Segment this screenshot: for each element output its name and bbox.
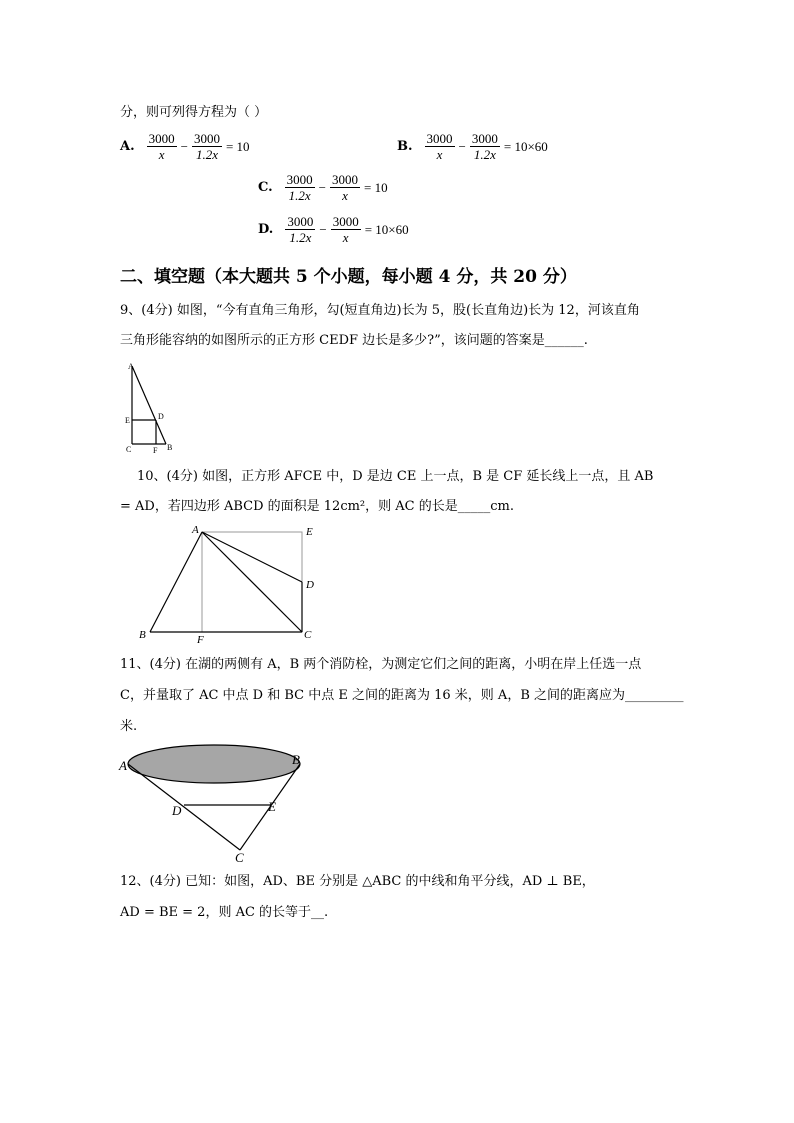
label-e: E xyxy=(125,416,130,425)
fraction: $\frac{3000}{x}$ xyxy=(426,131,453,162)
label-b: B xyxy=(139,629,146,641)
fraction: $\frac{3000}{1.2x}$ xyxy=(287,214,314,245)
fraction: $\frac{3000}{x}$ xyxy=(148,131,175,162)
q9-figure xyxy=(122,360,182,456)
rhs: = 10×60 xyxy=(364,221,409,237)
q10-line2: = AD，若四边形 ABCD 的面积是 12cm²，则 AC 的长是_____cm. xyxy=(120,499,514,514)
label-f: F xyxy=(153,446,158,455)
option-c xyxy=(258,172,390,203)
q8-text: 分，则可列得方程为（ ） xyxy=(120,105,268,120)
minus-sign: − xyxy=(318,179,326,195)
option-d-label: D. xyxy=(258,222,274,237)
q11-line1: 11、(4分) 在湖的两侧有 A，B 两个消防栓，为测定它们之间的距离，小明在岸上任选一点 xyxy=(120,657,642,672)
fraction: $\frac{3000}{x}$ xyxy=(332,214,359,245)
q11-figure xyxy=(116,744,316,866)
label-a: A xyxy=(119,758,127,773)
line-ac xyxy=(202,532,302,632)
section-heading: 二、填空题（本大题共 5 个小题，每小题 4 分，共 20 分） xyxy=(120,267,577,287)
q9-line1: 9、(4分) 如图，“今有直角三角形，勾(短直角边)长为 5，股(长直角边)长为 12，河该直角 xyxy=(120,303,640,318)
fraction: $\frac{3000}{1.2x}$ xyxy=(286,172,313,203)
label-d: D xyxy=(172,803,182,818)
label-e: E xyxy=(306,526,313,538)
q11-line2: C，并量取了 AC 中点 D 和 BC 中点 E 之间的距离为 16 米，则 A，B 之间的距离应为_________ xyxy=(120,688,684,703)
label-b: B xyxy=(167,443,173,452)
rhs: = 10 xyxy=(225,138,250,154)
fraction: $\frac{3000}{1.2x}$ xyxy=(471,131,498,162)
rhs: = 10×60 xyxy=(503,138,548,154)
label-c: C xyxy=(304,629,312,641)
rhs: = 10 xyxy=(364,179,388,195)
option-b xyxy=(397,131,550,162)
lake-ellipse xyxy=(128,745,300,783)
line-ab xyxy=(150,532,202,632)
label-b: B xyxy=(292,752,300,767)
label-a: A xyxy=(128,362,134,371)
line-ad xyxy=(202,532,302,582)
minus-sign: − xyxy=(458,138,466,154)
option-d xyxy=(258,214,411,245)
label-e: E xyxy=(268,799,276,814)
line-ab xyxy=(132,366,166,444)
q12-line2: AD = BE = 2，则 AC 的长等于__. xyxy=(120,905,329,920)
option-a xyxy=(120,131,252,162)
q11-line3: 米. xyxy=(120,719,138,734)
minus-sign: − xyxy=(180,138,188,154)
q10-figure xyxy=(136,522,326,644)
fraction: $\frac{3000}{x}$ xyxy=(332,172,358,203)
minus-sign: − xyxy=(319,221,327,237)
option-b-label: B. xyxy=(397,139,413,154)
fraction: $\frac{3000}{1.2x}$ xyxy=(193,131,220,162)
q12-line1: 12、(4分) 已知：如图，AD、BE 分别是 △ABC 的中线和角平分线，AD ⊥ BE， xyxy=(120,874,595,889)
label-d: D xyxy=(158,412,164,421)
label-c: C xyxy=(126,445,132,454)
option-a-label: A. xyxy=(120,139,135,154)
label-c: C xyxy=(235,850,244,865)
label-d: D xyxy=(306,579,314,591)
option-c-label: C. xyxy=(258,180,273,195)
label-f: F xyxy=(197,634,204,644)
label-a: A xyxy=(192,524,199,536)
q10-line1: 10、(4分) 如图，正方形 AFCE 中，D 是边 CE 上一点，B 是 CF 延长线上一点，且 AB xyxy=(137,469,654,484)
q9-line2: 三角形能容纳的如图所示的正方形 CEDF 边长是多少?”，该问题的答案是______. xyxy=(120,333,588,348)
